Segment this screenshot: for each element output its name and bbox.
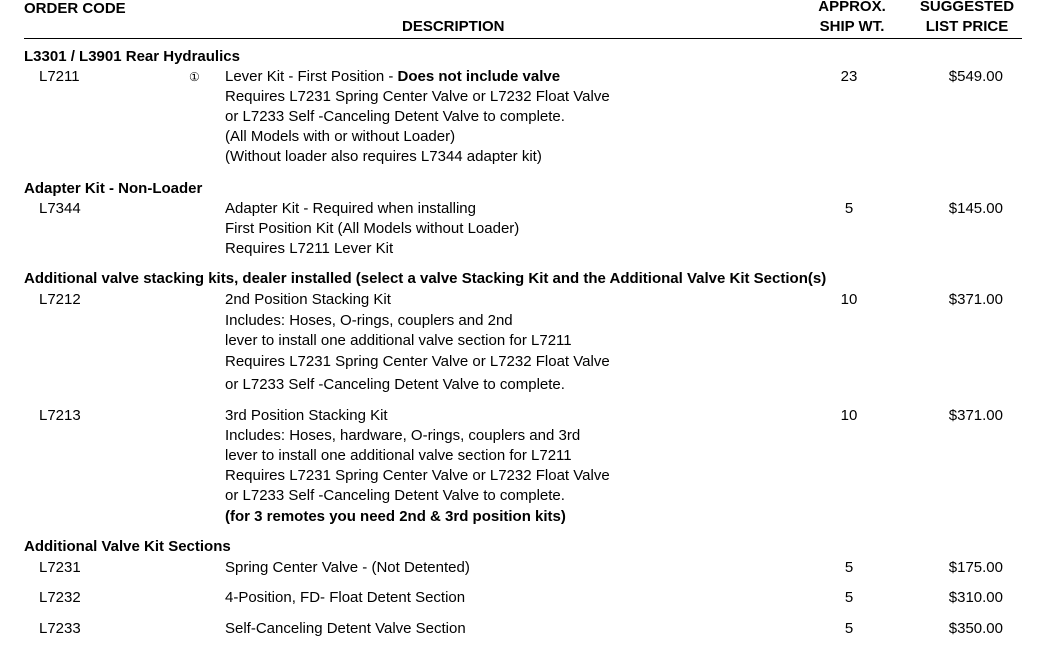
list-price: $350.00 <box>948 620 1003 637</box>
description-line: Includes: Hoses, hardware, O-rings, couplers and 3rd <box>225 427 581 444</box>
description-line: Spring Center Valve - (Not Detented) <box>225 559 470 576</box>
description-line: 3rd Position Stacking Kit <box>225 407 388 424</box>
order-code: L7213 <box>39 407 81 424</box>
list-price: $175.00 <box>948 559 1003 576</box>
description-bold-text: Does not include valve <box>397 68 561 85</box>
section-title: Additional Valve Kit Sections <box>24 538 231 555</box>
description-line: Requires L7231 Spring Center Valve or L7232 Float Valve <box>225 353 610 370</box>
header-divider <box>24 38 1022 39</box>
order-code: L7231 <box>39 559 81 576</box>
description-line: 4-Position, FD- Float Detent Section <box>225 589 466 606</box>
description-text: Lever Kit - First Position - <box>225 68 398 85</box>
header-description: DESCRIPTION <box>402 18 505 35</box>
description-line: Adapter Kit - Required when installing <box>225 200 476 217</box>
ship-weight: 10 <box>840 407 858 424</box>
list-price: $371.00 <box>948 407 1003 424</box>
section-title: L3301 / L3901 Rear Hydraulics <box>24 48 240 65</box>
description-line: or L7233 Self -Canceling Detent Valve to complete. <box>225 376 565 393</box>
ship-weight: 23 <box>840 68 858 85</box>
note-symbol: ① <box>189 70 200 84</box>
description-line: or L7233 Self -Canceling Detent Valve to complete. <box>225 108 565 125</box>
description-line: Self-Canceling Detent Valve Section <box>225 620 466 637</box>
ship-weight: 5 <box>844 589 854 606</box>
description-line: Requires L7211 Lever Kit <box>225 240 394 257</box>
header-price-line1: SUGGESTED <box>919 0 1015 15</box>
ship-weight: 5 <box>844 200 854 217</box>
description-line: lever to install one additional valve section for L7211 <box>225 447 572 464</box>
description-line: (All Models with or without Loader) <box>225 128 456 145</box>
section-title: Adapter Kit - Non-Loader <box>24 180 203 197</box>
description-line: lever to install one additional valve section for L7211 <box>225 332 572 349</box>
header-ship-wt-line1: APPROX. <box>818 0 886 15</box>
order-code: L7233 <box>39 620 81 637</box>
section-title: Additional valve stacking kits, dealer installed (select a valve Stacking Kit and the Additional Valve Kit Section(s) <box>24 270 827 287</box>
ship-weight: 10 <box>840 291 858 308</box>
header-price-line2: LIST PRICE <box>925 18 1009 35</box>
order-code: L7211 <box>39 68 80 85</box>
header-ship-wt-line2: SHIP WT. <box>819 18 885 35</box>
order-code: L7344 <box>39 200 81 217</box>
list-price: $310.00 <box>948 589 1003 606</box>
description-line <box>225 68 560 86</box>
ship-weight: 5 <box>844 620 854 637</box>
description-line: Requires L7231 Spring Center Valve or L7232 Float Valve <box>225 467 610 484</box>
description-bold-line: (for 3 remotes you need 2nd & 3rd position kits) <box>225 508 566 525</box>
list-price: $549.00 <box>948 68 1003 85</box>
description-line: 2nd Position Stacking Kit <box>225 291 391 308</box>
description-line: First Position Kit (All Models without Loader) <box>225 220 520 237</box>
description-line: (Without loader also requires L7344 adapter kit) <box>225 148 542 165</box>
list-price: $145.00 <box>948 200 1003 217</box>
description-line: or L7233 Self -Canceling Detent Valve to complete. <box>225 487 565 504</box>
description-line: Requires L7231 Spring Center Valve or L7232 Float Valve <box>225 88 610 105</box>
description-line: Includes: Hoses, O-rings, couplers and 2nd <box>225 312 513 329</box>
order-code: L7212 <box>39 291 81 308</box>
order-code: L7232 <box>39 589 81 606</box>
ship-weight: 5 <box>844 559 854 576</box>
header-order-code: ORDER CODE <box>24 0 126 17</box>
list-price: $371.00 <box>948 291 1003 308</box>
